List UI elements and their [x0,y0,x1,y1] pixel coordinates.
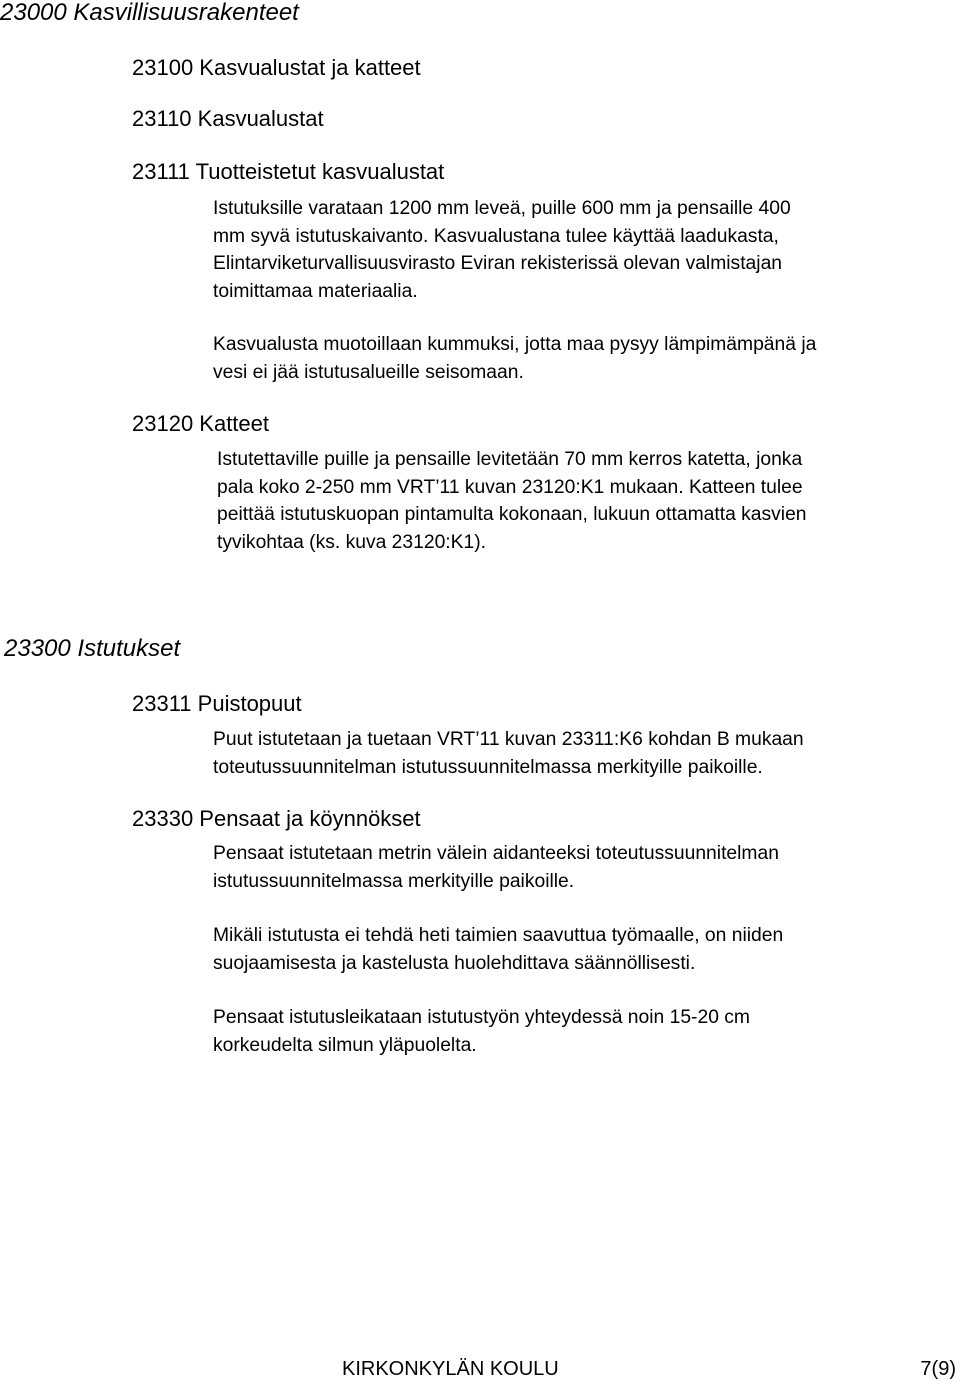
text-line: Kasvualusta muotoillaan kummuksi, jotta maa pysyy lämpimämpänä ja [213,334,817,355]
paragraph-23330-3 [213,1004,750,1059]
text-line: suojaamisesta ja kastelusta huolehdittava säännöllisesti. [213,952,696,974]
text-line: toimittamaa materiaalia. [213,280,418,302]
footer-page-number: 7(9) [920,1358,956,1380]
heading-23300: 23300 Istutukset [4,635,181,662]
text-line: Istutettaville puille ja pensaille levitetään 70 mm kerros katetta, jonka [217,449,803,470]
text-line: tyvikohtaa (ks. kuva 23120:K1). [217,531,487,553]
heading-23120: 23120 Katteet [132,411,270,436]
paragraph-23330-1 [213,840,779,895]
heading-23110: 23110 Kasvualustat [132,106,324,131]
text-line: peittää istutuskuopan pintamulta kokonaan, lukuun ottamatta kasvien [217,504,807,525]
text-line: pala koko 2-250 mm VRT’11 kuvan 23120:K1 mukaan. Katteen tulee [217,476,803,498]
paragraph-23111-2 [213,331,816,386]
heading-23330: 23330 Pensaat ja köynnökset [132,806,421,831]
text-line: Pensaat istutusleikataan istutustyön yhteydessä noin 15-20 cm [213,1007,750,1028]
paragraph-23330-2 [213,922,783,977]
text-line: Istutuksille varataan 1200 mm leveä, puille 600 mm ja pensaille 400 [213,198,791,219]
footer-document-name: KIRKONKYLÄN KOULU [342,1358,559,1380]
text-line: Elintarviketurvallisuusvirasto Eviran rekisterissä olevan valmistajan [213,253,783,274]
text-line: Puut istutetaan ja tuetaan VRT’11 kuvan 23311:K6 kohdan B mukaan [213,729,804,750]
paragraph-23311-1 [213,726,804,781]
heading-23000: 23000 Kasvillisuusrakenteet [0,0,299,26]
paragraph-23120-1 [217,446,807,556]
heading-23311: 23311 Puistopuut [132,691,302,716]
text-line: toteutussuunnitelman istutussuunnitelmassa merkityille paikoille. [213,756,763,778]
paragraph-23111-1 [213,195,791,305]
text-line: mm syvä istutuskaivanto. Kasvualustana tulee käyttää laadukasta, [213,225,779,247]
text-line: istutussuunnitelmassa merkityille paikoille. [213,870,575,892]
heading-23111: 23111 Tuotteistetut kasvualustat [132,159,445,184]
text-line: Mikäli istutusta ei tehdä heti taimien saavuttua työmaalle, on niiden [213,925,784,946]
heading-23100: 23100 Kasvualustat ja katteet [132,55,421,80]
text-line: vesi ei jää istutusalueille seisomaan. [213,361,524,383]
text-line: korkeudelta silmun yläpuolelta. [213,1034,477,1056]
text-line: Pensaat istutetaan metrin välein aidanteeksi toteutussuunnitelman [213,843,779,864]
